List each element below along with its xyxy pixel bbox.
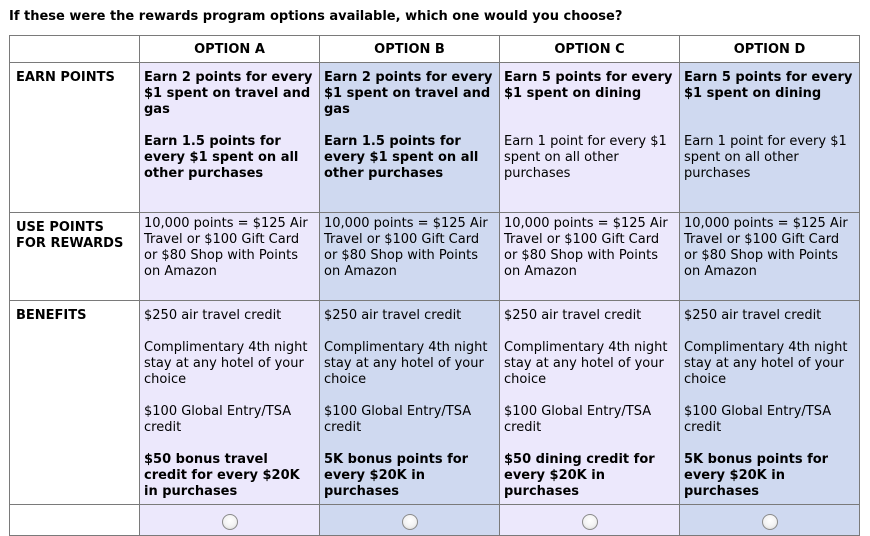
option-b-radio-cell[interactable] xyxy=(320,505,500,536)
header-corner xyxy=(10,36,140,63)
option-b-use: 10,000 points = $125 Air Travel or $100 Gift Card or $80 Shop with Points on Amazon xyxy=(320,213,500,301)
benefits-label: BENEFITS xyxy=(10,301,140,505)
option-b-benefits xyxy=(320,301,500,505)
radio-row-spacer xyxy=(10,505,140,536)
benefit-air-credit: $250 air travel credit xyxy=(144,308,282,323)
earn-secondary: Earn 1.5 points for every $1 spent on all other purchases xyxy=(144,134,299,181)
option-a-use: 10,000 points = $125 Air Travel or $100 Gift Card or $80 Shop with Points on Amazon xyxy=(140,213,320,301)
benefit-4th-night: Complimentary 4th night stay at any hotel of your choice xyxy=(684,340,848,387)
benefit-bonus: $50 bonus travel credit for every $20K in purchases xyxy=(144,452,300,499)
header-option-c: OPTION C xyxy=(500,36,680,63)
earn-primary: Earn 2 points for every $1 spent on travel and gas xyxy=(144,70,313,117)
option-d-earn xyxy=(680,63,860,213)
option-a-earn xyxy=(140,63,320,213)
option-b-earn xyxy=(320,63,500,213)
earn-primary: Earn 5 points for every $1 spent on dining xyxy=(504,70,673,101)
benefit-global-entry: $100 Global Entry/TSA credit xyxy=(144,404,292,435)
benefit-bonus: 5K bonus points for every $20K in purchases xyxy=(684,452,829,499)
benefit-global-entry: $100 Global Entry/TSA credit xyxy=(504,404,652,435)
earn-primary: Earn 2 points for every $1 spent on travel and gas xyxy=(324,70,493,117)
header-row xyxy=(10,36,860,63)
earn-primary: Earn 5 points for every $1 spent on dining xyxy=(684,70,853,101)
benefit-air-credit: $250 air travel credit xyxy=(504,308,642,323)
benefit-bonus: $50 dining credit for every $20K in purchases xyxy=(504,452,655,499)
benefit-4th-night: Complimentary 4th night stay at any hotel of your choice xyxy=(144,340,308,387)
option-b-radio[interactable] xyxy=(402,514,418,530)
benefit-4th-night: Complimentary 4th night stay at any hotel of your choice xyxy=(324,340,488,387)
earn-secondary: Earn 1 point for every $1 spent on all other purchases xyxy=(684,134,847,181)
earn-points-label: EARN POINTS xyxy=(10,63,140,213)
header-option-a: OPTION A xyxy=(140,36,320,63)
options-table xyxy=(9,35,860,536)
header-option-b: OPTION B xyxy=(320,36,500,63)
benefit-air-credit: $250 air travel credit xyxy=(684,308,822,323)
option-a-benefits xyxy=(140,301,320,505)
option-a-radio-cell[interactable] xyxy=(140,505,320,536)
option-a-radio[interactable] xyxy=(222,514,238,530)
benefits-row xyxy=(10,301,860,505)
benefit-air-credit: $250 air travel credit xyxy=(324,308,462,323)
option-d-radio[interactable] xyxy=(762,514,778,530)
benefit-global-entry: $100 Global Entry/TSA credit xyxy=(324,404,472,435)
use-points-label: USE POINTS FOR REWARDS xyxy=(10,213,140,301)
option-c-benefits xyxy=(500,301,680,505)
earn-points-row xyxy=(10,63,860,213)
option-d-use: 10,000 points = $125 Air Travel or $100 Gift Card or $80 Shop with Points on Amazon xyxy=(680,213,860,301)
option-c-radio[interactable] xyxy=(582,514,598,530)
option-c-radio-cell[interactable] xyxy=(500,505,680,536)
benefit-bonus: 5K bonus points for every $20K in purchases xyxy=(324,452,469,499)
question-text: If these were the rewards program options available, which one would you choose? xyxy=(9,9,623,24)
option-d-benefits xyxy=(680,301,860,505)
earn-secondary: Earn 1.5 points for every $1 spent on all other purchases xyxy=(324,134,479,181)
header-option-d: OPTION D xyxy=(680,36,860,63)
earn-secondary: Earn 1 point for every $1 spent on all other purchases xyxy=(504,134,667,181)
option-d-radio-cell[interactable] xyxy=(680,505,860,536)
radio-row xyxy=(10,505,860,536)
benefit-global-entry: $100 Global Entry/TSA credit xyxy=(684,404,832,435)
benefit-4th-night: Complimentary 4th night stay at any hotel of your choice xyxy=(504,340,668,387)
option-c-use: 10,000 points = $125 Air Travel or $100 Gift Card or $80 Shop with Points on Amazon xyxy=(500,213,680,301)
use-points-row xyxy=(10,213,860,301)
option-c-earn xyxy=(500,63,680,213)
